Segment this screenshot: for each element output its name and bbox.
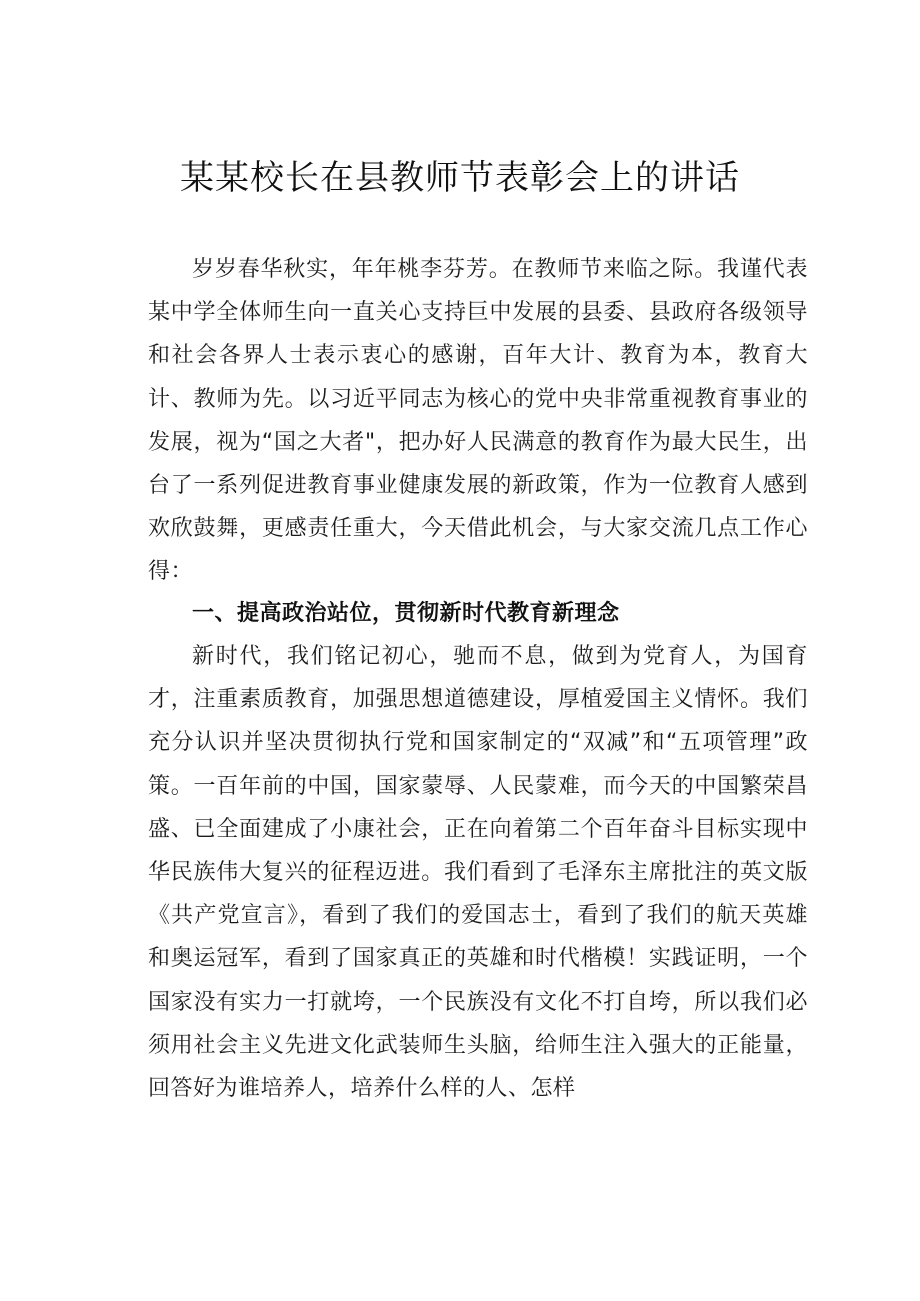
document-title: 某某校长在县教师节表彰会上的讲话 — [180, 158, 740, 198]
intro-paragraph: 岁岁春华秋实，年年桃李芬芳。在教师节来临之际。我谨代表某中学全体师生向一直关心支持巨中发展的县委、县政府各级领导和社会各界人士表示衷心的感谢，百年大计、教育为本，教育大计、教师为先。以习近平同志为核心的党中央非常重视教育事业的发展，视为“国之大者"，把办好人民满意的教育作为最大民生，出台了一系列促进教育事业健康发展的新政策，作为一位教育人感到欢欣鼓舞，更感责任重大，今天借此机会，与大家交流几点工作心得： — [148, 257, 808, 585]
section-paragraph: 新时代，我们铭记初心，驰而不息，做到为党育人，为国育才，注重素质教育，加强思想道德建设，厚植爱国主义情怀。我们充分认识并坚决贯彻执行党和国家制定的“双减”和“五项管理”政策。一百年前的中国，国家蒙辱、人民蒙难，而今天的中国繁荣昌盛、已全面建成了小康社会，正在向着第二个百年奋斗目标实现中华民族伟大复兴的征程迈进。我们看到了毛泽东主席批注的英文版《共产党宣言》，看到了我们的爱国志士，看到了我们的航天英雄和奥运冠军，看到了国家真正的英雄和时代楷模！实践证明，一个国家没有实力一打就垮，一个民族没有文化不打自垮，所以我们必须用社会主义先进文化武装师生头脑，给师生注入强大的正能量，回答好为谁培养人，培养什么样的人、怎样 — [148, 644, 808, 1102]
section-heading: 一、提高政治站位，贯彻新时代教育新理念 — [192, 601, 620, 626]
